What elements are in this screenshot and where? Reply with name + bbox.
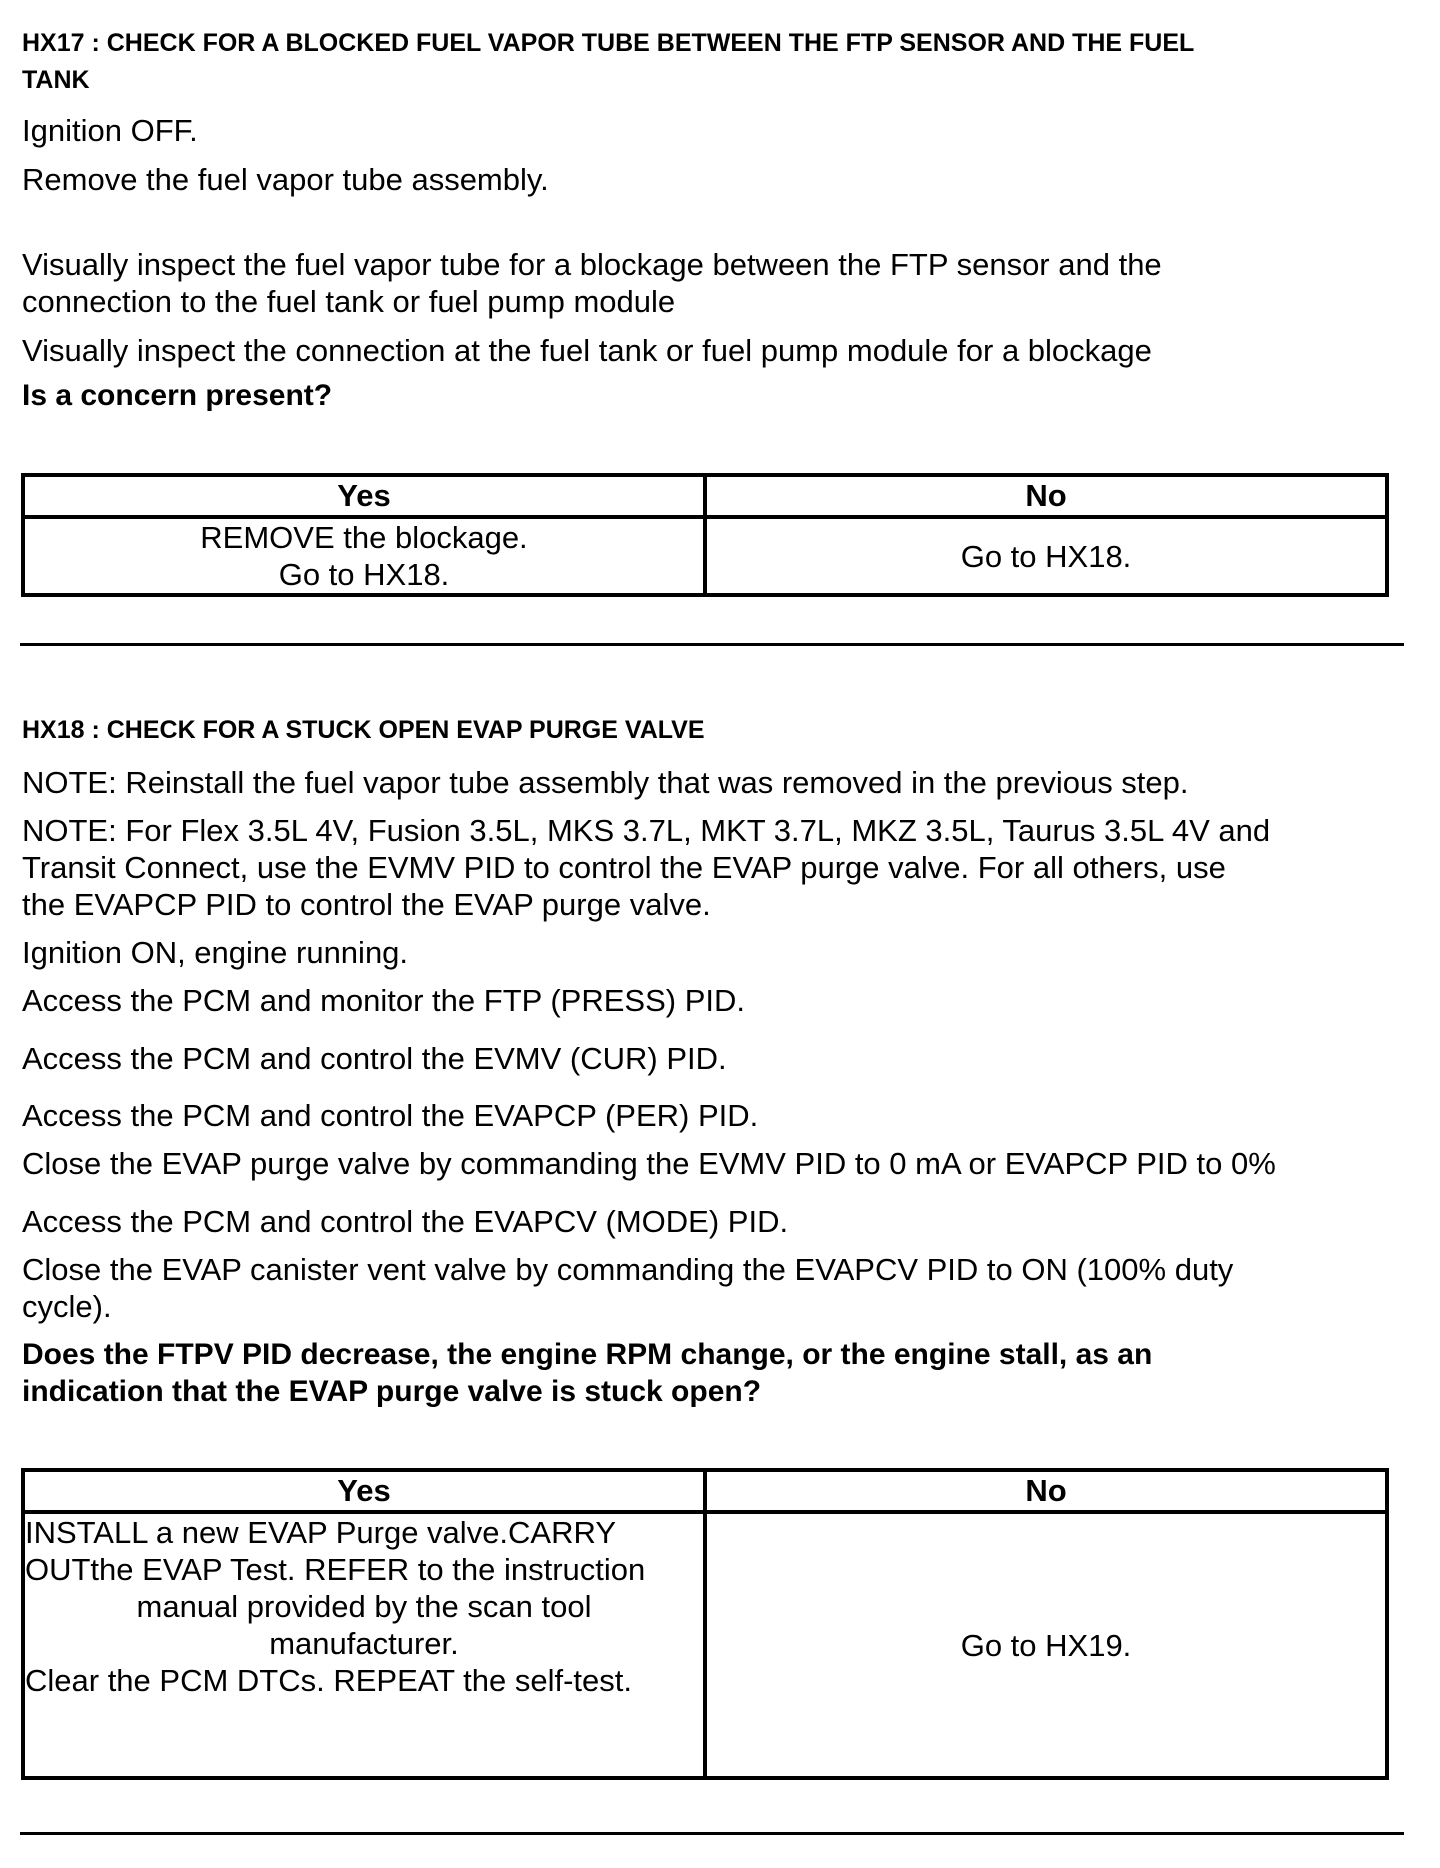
hx17-heading-line2: TANK <box>22 66 90 94</box>
table-row <box>23 1512 1387 1778</box>
table-header-row <box>23 475 1387 517</box>
hx18-question-line2: indication that the EVAP purge valve is stuck open? <box>22 1375 762 1408</box>
hx17-step: connection to the fuel tank or fuel pump module <box>22 284 676 319</box>
hx18-step: Close the EVAP purge valve by commanding the EVMV PID to 0 mA or EVAPCP PID to 0% <box>22 1146 1276 1181</box>
hx17-step: Remove the fuel vapor tube assembly. <box>22 162 549 197</box>
hx18-question-line1: Does the FTPV PID decrease, the engine RPM change, or the engine stall, as an <box>22 1338 1153 1371</box>
hx18-step: Access the PCM and control the EVAPCV (MODE) PID. <box>22 1204 789 1239</box>
hx18-step: Close the EVAP canister vent valve by commanding the EVAPCV PID to ON (100% duty <box>22 1252 1234 1287</box>
yes-cell-line: Clear the PCM DTCs. REPEAT the self-test. <box>25 1663 632 1698</box>
hx18-step: Access the PCM and control the EVAPCP (PER) PID. <box>22 1098 759 1133</box>
table-header-row <box>23 1470 1387 1512</box>
no-cell: Go to HX18. <box>705 517 1387 595</box>
no-header: No <box>705 475 1387 517</box>
section-divider <box>20 643 1404 646</box>
hx18-heading: HX18 : CHECK FOR A STUCK OPEN EVAP PURGE VALVE <box>22 716 705 744</box>
yes-cell-line: REMOVE the blockage. <box>200 520 528 555</box>
hx18-note: Transit Connect, use the EVMV PID to control the EVAP purge valve. For all others, use <box>22 850 1226 885</box>
hx18-step: Access the PCM and control the EVMV (CUR) PID. <box>22 1041 727 1076</box>
yes-header: Yes <box>23 475 705 517</box>
hx18-step: Access the PCM and monitor the FTP (PRESS) PID. <box>22 983 746 1018</box>
yes-cell-line: OUTthe EVAP Test. REFER to the instruction <box>25 1552 646 1587</box>
yes-header: Yes <box>23 1470 705 1512</box>
hx18-note: the EVAPCP PID to control the EVAP purge valve. <box>22 887 711 922</box>
hx18-note: NOTE: Reinstall the fuel vapor tube assembly that was removed in the previous step. <box>22 765 1189 800</box>
hx17-heading <box>22 25 1362 99</box>
hx18-step: cycle). <box>22 1289 112 1324</box>
hx18-answer-table <box>21 1468 1389 1780</box>
hx17-step: Visually inspect the fuel vapor tube for a blockage between the FTP sensor and the <box>22 247 1162 282</box>
no-cell: Go to HX19. <box>705 1512 1387 1778</box>
hx17-question: Is a concern present? <box>22 379 333 412</box>
yes-cell <box>23 517 705 595</box>
yes-cell-line: INSTALL a new EVAP Purge valve.CARRY <box>25 1515 616 1550</box>
yes-cell-line: manufacturer. <box>269 1626 459 1661</box>
table-row <box>23 517 1387 595</box>
hx18-note: NOTE: For Flex 3.5L 4V, Fusion 3.5L, MKS 3.7L, MKT 3.7L, MKZ 3.5L, Taurus 3.5L 4V and <box>22 813 1271 848</box>
yes-cell-line: Go to HX18. <box>278 557 450 592</box>
hx17-answer-table <box>21 473 1389 597</box>
hx17-step: Ignition OFF. <box>22 113 198 148</box>
no-header: No <box>705 1470 1387 1512</box>
hx18-question <box>22 1336 1422 1410</box>
hx17-step: Visually inspect the connection at the fuel tank or fuel pump module for a blockage <box>22 333 1152 368</box>
hx18-step: Ignition ON, engine running. <box>22 935 409 970</box>
yes-cell <box>23 1512 705 1778</box>
hx17-heading-line1: HX17 : CHECK FOR A BLOCKED FUEL VAPOR TUBE BETWEEN THE FTP SENSOR AND THE FUEL <box>22 29 1195 57</box>
yes-cell-line: manual provided by the scan tool <box>136 1589 592 1624</box>
section-divider <box>20 1832 1404 1835</box>
